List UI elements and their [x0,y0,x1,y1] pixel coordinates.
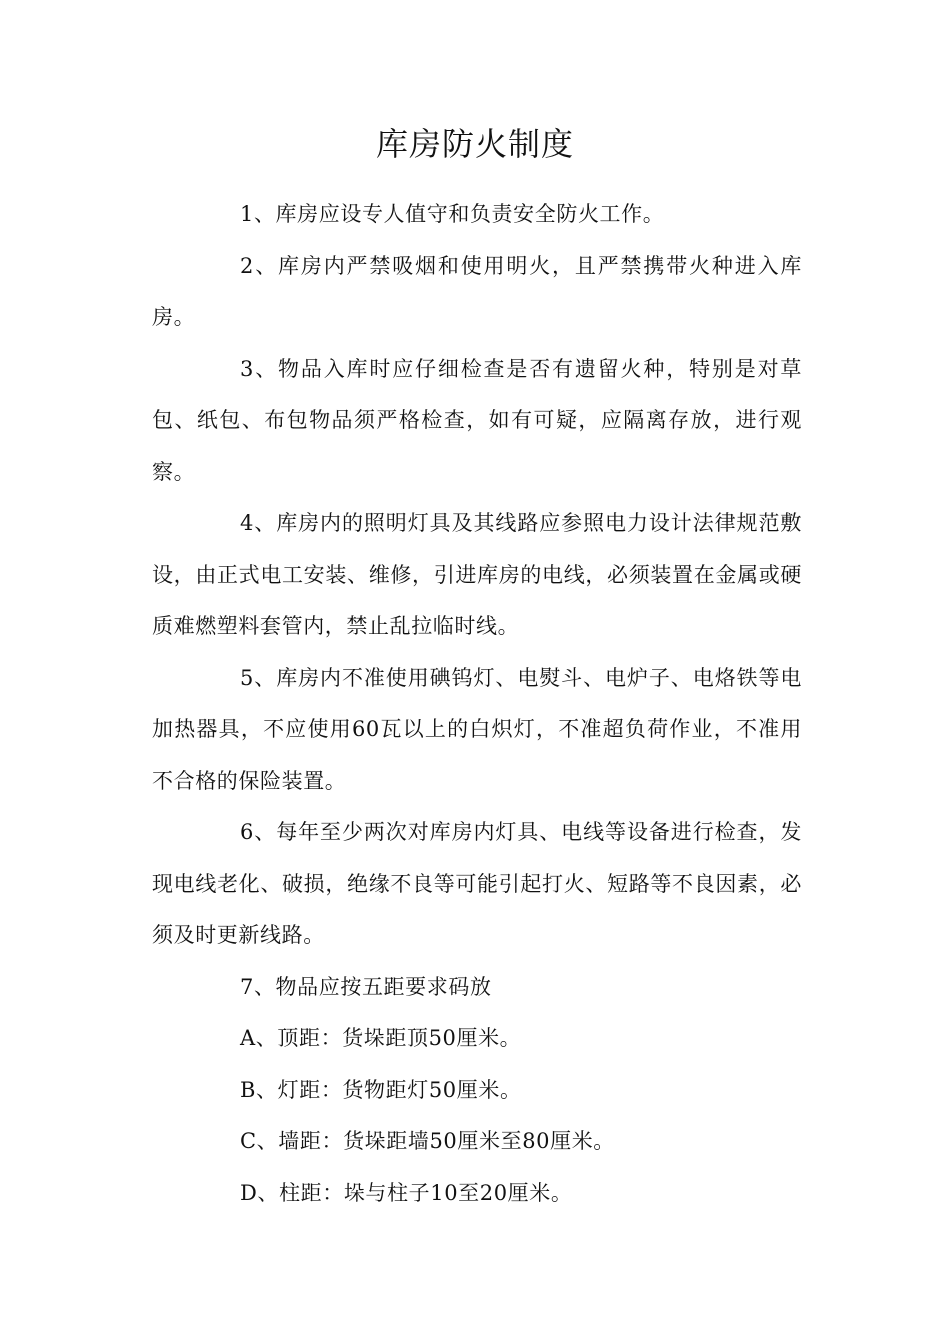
paragraph-5: 5、库房内不准使用碘钨灯、电熨斗、电炉子、电烙铁等电加热器具，不应使用60瓦以上的白炽灯，不准超负荷作业，不准用不合格的保险装置。 [152,665,802,793]
document-title: 库房防火制度 [375,125,574,163]
list-item-pillar-distance: D、柱距：垛与柱子10至20厘米。 [240,1180,573,1205]
list-item-wall-distance: C、墙距：货垛距墙50厘米至80厘米。 [240,1129,615,1153]
document-body [152,189,802,1219]
paragraph-7: 7、物品应按五距要求码放 [240,974,492,999]
paragraph-6: 6、每年至少两次对库房内灯具、电线等设备进行检查，发现电线老化、破损，绝缘不良等可能引起打火、短路等不良因素，必须及时更新线路。 [152,820,802,947]
paragraph-2: 2、库房内严禁吸烟和使用明火，且严禁携带火种进入库房。 [152,253,802,329]
list-item-top-distance: A、顶距：货垛距顶50厘米。 [240,1026,522,1050]
paragraph-4: 4、库房内的照明灯具及其线路应参照电力设计法律规范敷设，由正式电工安装、维修，引进库房的电线，必须装置在金属或硬质难燃塑料套管内，禁止乱拉临时线。 [152,511,802,638]
list-item-lamp-distance: B、灯距：货物距灯50厘米。 [240,1077,522,1102]
paragraph-1: 1、库房应设专人值守和负责安全防火工作。 [240,202,665,226]
paragraph-3: 3、物品入库时应仔细检查是否有遗留火种，特别是对草包、纸包、布包物品须严格检查，如有可疑，应隔离存放，进行观察。 [152,356,802,484]
